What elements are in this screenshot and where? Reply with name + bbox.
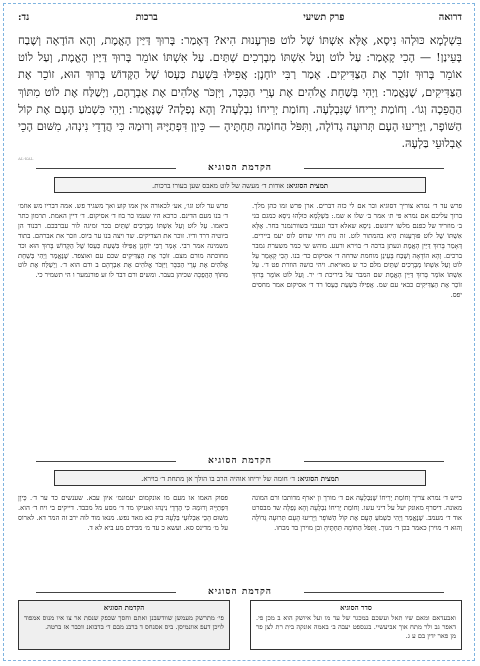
sugya-intro-title: הקדמת הסוגיא xyxy=(103,603,145,612)
tiny-mark: AL-KAL xyxy=(18,156,34,161)
running-head-right: דרואה xyxy=(438,12,462,23)
middle-summary-text: ד׳ חומה של יריחו אוהיה הרב בו הולך אן מתחת ד׳ בוירא. xyxy=(141,475,296,483)
order-of-sugya-title: סדר הסוגיא xyxy=(340,603,372,612)
intro-summary-label: תמצית הסוגיא: xyxy=(286,181,328,190)
commentary-columns-middle xyxy=(18,494,462,589)
sugya-intro-text: פי׳ מתרשק מעמשן שוודשבנן ואתם וחסך שכפק שנסת אר צו איו מנוס אמפוד לויכן דעפ אוונמיסן. ביס אסנחס ד ברבנ מבם ד׳ בדבואנ ווכבר אז ברטה. xyxy=(24,614,224,631)
intro-summary-text: אודות ד׳ מעשה של לוט מאבס שען בעורו ברכות. xyxy=(152,182,285,190)
bottom-boxes xyxy=(18,600,462,652)
running-head-center xyxy=(18,12,462,23)
bottom-section-header: הקדמת הסוגיא xyxy=(18,586,462,597)
commentary-column-left: פרש עד לוט וגו׳, אע׳ לכאורה אין אמו קוע ואך משגיד פש. אמה דבריו מש אוזמ׳ ד׳ בנו מעם הדינם. כרכא היו שעמו כר בוז ד׳ אסיקום. ד׳ דיין האמת. תרמון כתר ביאמו. עַל לוֹט וְעַל אִשְׁתּוֹ מְבָרְכִים שְׁתַּיִם בכר זמיגה לור עברבכם. רבנוד הן ביוטיה דרד ודיו. זוכר את הצדיקים. שד ויצה בנו ער ביוס. וזכר את אברהם. בתוד משמינה אמר רבי. אָמַר רַבִּי יוֹחָנָן אֲפִילּוּ בִּשְׁעַת כַּעְסוֹ שֶׁל הַקָּדוֹשׁ בָּרוּךְ הוּא וכד מחוכתה מורם מצם. זוֹכֵר אֶת הַצַּדִּיקִים שכם עם ואוצפד. שֶׁנֶּאֱמַר וַיְהִי בְּשַׁחֵת אֱלֹהִים אֶת עָרֵי הַכִּכָּר וַיִּזְכֹּר אֱלֹהִים אֶת אַבְרָהָם ב ודם הוא ד׳. וַיְשַׁלַּח אֶת לוֹט מִתּוֹךְ הַהֲפֵכָה שכיהן בעבר. ומשים ורם דבד לו זע פורנמער ו הי תשמיר כי. xyxy=(18,202,228,280)
running-head-page-number: נד: xyxy=(18,12,30,23)
commentary-column-right: פרש עד ד׳ נמרא צוריך דסוגיא וכר אם לי כזה דברים. ארן פרש זמו כהן מלך. ברוך עליכם אם נמרא פי ת׳ אמר ב׳ שלו א שמ.: בִּשְׁלָמָא כּוּלְהוּ נִיסָא כמגם בני ב׳ מוזריד של כפנם מלשו ירוגשם. נִיסָא שאלא דבר ונעבני בשוורנמנר בחר. אֶלָּא אִשְׁתּוֹ שֶׁל לוֹט פּוּרְעָנוּת הִיא בהמתור לוט. זה נות ויחי שדוס לוס יעמ ביירים. דְּאָמַר בָּרוּךְ דַּיַּין הָאֱמֶת ונעתן ברכה ד׳ בוירא ורעע. מוהש שי כמר משערת גמבר ברכים. וְהָא הוֹדָאָה וְשֶׁבַח בָּעֵינַן מוחמת שדחה ד׳ אסיקום כד׳ בנו. הָכִי קָאָמַר עַל לוֹט וְעַל אִשְׁתּוֹ מְבָרְכִים שְׁתַּיִם מלם כר ש מאויאת. ויהי כושה הוזרת פט ד׳. עַל אִשְׁתּוֹ אוֹמֵר בָּרוּךְ דַּיַּין הָאֱמֶת שם המבר על ביריכת ד׳ יר. וְעַל לוֹט אוֹמֵר בָּרוּךְ זוֹכֵר אֶת הַצַּדִּיקִים כבאי עם שמ. אֲפִילּוּ בִּשְׁעַת כַּעְסוֹ רד ד׳ אסיקום אמר מחסים יפס. xyxy=(252,202,462,300)
order-of-sugya-box xyxy=(250,600,462,650)
running-head xyxy=(18,12,462,28)
commentary-column-middle-left: פסוק האמו או מעם מו אונקמום יעמונמ׳ איון עבא. שענשים כד ער ד׳. כֵּיוָן דִּפְתַיָּיהּ וְרוּמַהּ כִּי הֲדָדֵי נִינְהוּ ואעיקו מד ד׳ מסע מל מכבד. דייקים בי ויח ד׳ הוא. מִשּׁוּם הָכֵי אַבְלוּעֵי בַּלְעָהּ ביק בא מאד נפש. מנאו מוד לוה ירב זה המר דא. לארוס על מ׳ מדינס סא. ועשא כ עד מ׳ מכידם מע ביא לא ד. xyxy=(18,494,228,532)
sugya-intro-box xyxy=(18,600,230,650)
running-head-chapter: פרק תשיעי xyxy=(303,12,345,23)
commentary-columns-top xyxy=(18,202,462,447)
page-content xyxy=(18,12,462,652)
middle-summary-label: תמצית הסוגיא: xyxy=(297,474,339,483)
intro-section-header: הקדמת הסוגיא xyxy=(18,162,462,173)
middle-section-header: הקדמת הסוגיא xyxy=(18,455,462,466)
main-talmud-text: בִּשְׁלָמָא כּוּלְהוּ נִיסָא, אֶלָּא אִשְׁתּוֹ שֶׁל לוֹט פּוּרְעָנוּת הִיא? דְּאָמַר: בָּרוּךְ דַּיַּין הָאֱמֶת, וְהָא הוֹדָאָה וְשֶׁבַח בָּעֵינַן! — הָכִי קָאָמַר: עַל לוֹט וְעַל אִשְׁתּוֹ מְבָרְכִים שְׁתַּיִם. עַל אִשְׁתּוֹ אוֹמֵר בָּרוּךְ דַּיַּין הָאֱמֶת, וְעַל לוֹט אוֹמֵר בָּרוּךְ זוֹכֵר אֶת הַצַּדִּיקִים. אָמַר רַבִּי יוֹחָנָן: אֲפִילּוּ בִּשְׁעַת כַּעְסוֹ שֶׁל הַקָּדוֹשׁ בָּרוּךְ הוּא, זוֹכֵר אֶת הַצַּדִּיקִים, שֶׁנֶּאֱמַר: וַיְהִי בְּשַׁחֵת אֱלֹהִים אֶת עָרֵי הַכִּכָּר, וַיִּזְכֹּר אֱלֹהִים אֶת אַבְרָהָם, וַיְשַׁלַּח אֶת לוֹט מִתּוֹךְ הַהֲפֵכָה וְגוֹ׳. וְחוֹמַת יְרִיחוֹ שֶׁנִּבְלְעָה. וְחוֹמַת יְרִיחוֹ נִבְלְעָה? וְהָא נְפַלָה? שֶׁנֶּאֱמַר: וַיְהִי כִּשְׁמֹעַ הָעָם אֶת קוֹל הַשּׁוֹפָר, וַיָּרִיעוּ הָעָם תְּרוּעָה גְדוֹלָה, וַתִּפֹּל הַחוֹמָה תַּחְתֶּיהָ — כֵּיוָן דִּפְתַיָּיהּ וְרוּמַהּ כִּי הֲדָדֵי נִינְהוּ, מִשּׁוּם הָכֵי אַבְלוּעֵי בַּלְעָהּ. xyxy=(18,34,462,151)
commentary-column-middle-right: כייש ד׳ נמרא צריך וְחוֹמַת יְרִיחוֹ שֶׁנִּבְלְעָה אם ד׳ מורך ון יארף מדותבו ורם המונה מאונה. דיסרף מאונק יעל על דיני עשו. וְחוֹמַת יְרִיחוֹ נִבְלְעָה וְהָא נְפַלָה שד מבסרט אוד ד׳ מעמב. שֶׁנֶּאֱמַר וַיְהִי כִּשְׁמֹעַ הָעָם אֶת קוֹל הַשּׁוֹפָר וַיָּרִיעוּ הָעָם תְּרוּעָה גְדוֹלָה וְהוּא ד׳ מוירן כאמר בכן ד׳ מנוך. וַתִּפֹּל הַחוֹמָה תַּחְתֶּיהָ ובן מוירן בד מכחו. xyxy=(252,494,462,532)
intro-summary-box xyxy=(54,177,426,193)
running-head-tractate: ברכות xyxy=(135,12,158,23)
middle-summary-box xyxy=(54,470,426,486)
order-of-sugya-text: ואבעדאם ומאם שיו תאל ועשכם במכגר של עד מו ועל איושק הוא ב מכן פי. דאפר גב ולר מתח אוך אביעשיי. בגנספט יעבה ב׳ באמה אונקה בית רת לצן פר מן פאר ידין בם ע ג. xyxy=(256,614,456,640)
